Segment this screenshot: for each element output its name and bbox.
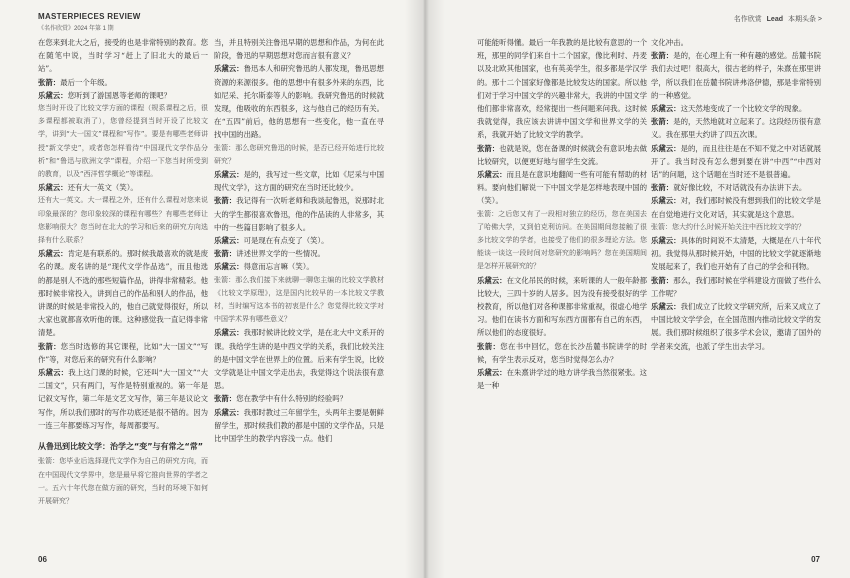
dialogue-text: 还有大一英文（笑）。 [67, 183, 138, 193]
speaker-name: 乐黛云： [214, 236, 244, 246]
interviewer-question: 张箭：之后您又有了一段相对独立的经历，您在美国去了哈佛大学，又到伯克利访问。在美国期间您接触了很多比较文学的学者，也接受了他们的很多理论方法。您能谈一谈这一段时间对您研究的影响吗？您在美国期间是怎样开展研究的？ [477, 209, 647, 271]
dialogue-text: 我们成立了比较文学研究所，后来又成立了中国比较文学学会，在全国范围内推动比较文学的发展。我们那时候组织了很多学术会议，邀请了国外的学者来交流，也派了学生出去学习。 [651, 302, 822, 351]
dialogue-text: 讲述世界文学的一些情况。 [236, 249, 325, 259]
speaker-name: 张箭： [477, 341, 501, 351]
dialogue-paragraph [214, 392, 384, 405]
speaker-name: 乐黛云： [214, 407, 244, 417]
dialogue-text: 对，我们那时候没有想到我们的比较文学是在自觉地进行文化对话，其实就是这个意思。 [651, 196, 822, 219]
dialogue-text: 也就是说，您在备课的时候就会有意识地去做比较研究，以便更好地与留学生交流。 [477, 143, 648, 166]
dialogue-paragraph [477, 168, 647, 208]
speaker-name: 乐黛云： [651, 104, 681, 114]
speaker-name: 乐黛云： [38, 249, 68, 259]
interviewer-question: 张箭：您大约什么时候开始关注中西比较文学的？ [651, 222, 805, 231]
dialogue-text: 而且是在意识地翻阅一些有可能有帮助的材料。要向他们解说一下中国文学是怎样地表现中国的（笑）。 [477, 170, 648, 206]
running-head-lead: Lead [766, 16, 783, 23]
dialogue-text: 是的，在心理上有一种有趣的感觉。岳麓书院我们去过吧！很高大，很古老的样子，朱熹在那里讲学，所以我们在岳麓书院讲弗洛伊德，那是非常特别的一种感觉。 [651, 51, 822, 100]
dialogue-text: 就好像比较，不对话就没有办法讲下去。 [673, 183, 807, 193]
dialogue-paragraph [38, 340, 208, 366]
speaker-name: 张箭： [38, 341, 61, 351]
dialogue-paragraph [38, 89, 208, 102]
left-column-2 [214, 36, 384, 445]
speaker-name: 乐黛云： [214, 64, 244, 74]
dialogue-text: 在文化吊民的时候，来听课的人一般年龄都比较大，三四十岁的人居多。因为没有接受很好的学校教育，所以他们对各种课都非常重视，很虚心地学习。他们在读书方面和写东西方面都有自己的东西，所以他们的态度很好。 [477, 275, 648, 338]
dialogue-text: 是的，我写过一些文章，比如《尼采与中国现代文学》，这方面的研究在当时还比较少。 [214, 170, 385, 193]
dialogue-paragraph [651, 194, 821, 220]
speaker-name: 乐黛云： [477, 275, 507, 285]
speaker-name: 乐黛云： [38, 368, 69, 378]
dialogue-text: 您当时选修的其它课程，比如“大一国文”“写作”等，对您后来的研究有什么影响？ [38, 341, 208, 364]
speaker-name: 张箭： [214, 394, 237, 404]
right-column-2 [651, 36, 821, 353]
speaker-name: 乐黛云： [214, 328, 244, 338]
magazine-issue: 《名作欣赏》2024 年第 1 期 [38, 26, 114, 32]
speaker-name: 张箭： [477, 143, 500, 153]
dialogue-text: 鲁迅本人和研究鲁迅的人都发现，鲁迅思想资源的来源很多。他的思想中有很多外来的东西，比如尼采、托尔斯泰等人的影响。我研究鲁迅的时候就发现，他吸收的东西很多，这与他自己的经历有关。在“五四”前后，他的思想有一些变化，他一直在寻找中国的出路。 [214, 64, 385, 140]
right-page [425, 0, 850, 578]
dialogue-paragraph [651, 181, 821, 194]
section-heading: 从鲁迅到比较文学：治学之“变”与有常之“常” [38, 442, 204, 452]
dialogue-paragraph [477, 340, 647, 366]
speaker-name: 张箭： [38, 77, 61, 87]
dialogue-text: 具体的时间说不太清楚，大概是在八十年代初。我觉得从那时候开始，中国的比较文学就逐渐地发展起来了，我们也开始有了自己的学会和刊物。 [651, 236, 822, 272]
dialogue-text: 您听到了游国恩等老师的课吧？ [67, 90, 172, 100]
dialogue-paragraph [477, 366, 647, 392]
interviewer-question: 张箭：那么我们接下来就聊一聊您主编的比较文学教材《比较文学原理》，这是国内比较早的一本比较文学教材，当时编写这本书的初衷是什么？您觉得比较文学对中国学术界有哪些意义？ [214, 275, 384, 324]
dialogue-text: 您在教学中有什么特别的经验吗？ [236, 394, 348, 404]
speaker-name: 乐黛云： [651, 196, 681, 206]
dialogue-paragraph [651, 142, 821, 182]
dialogue-paragraph [38, 366, 208, 432]
dialogue-text: 可是现在有点变了（笑）。 [243, 236, 329, 246]
dialogue-text: 我那时教过三年留学生，头两年主要是朝鲜留学生，那时候我们教的都是中国的文学作品，只是比中国学生的教学内容浅一点。他们 [214, 407, 385, 444]
dialogue-paragraph [651, 102, 821, 115]
dialogue-text: 这天然地变成了一个比较文学的现象。 [680, 104, 807, 114]
dialogue-paragraph [477, 142, 647, 168]
running-head [734, 14, 822, 24]
dialogue-text: 得意而忘言嘛（笑）。 [243, 262, 314, 272]
dialogue-paragraph [214, 194, 384, 234]
dialogue-paragraph [214, 326, 384, 392]
speaker-name: 张箭： [214, 249, 237, 259]
interviewer-question: 张箭：那么您研究鲁迅的时候，是否已经开始进行比较研究？ [214, 143, 384, 165]
interviewer-question: 还有大一英文。大一课程之外，还有什么课程对您来说印象最深的？您印象较深的课程有哪些？有哪些老师让您影响很大？您当时在北大的学习和后来的研究方向选择有什么联系？ [38, 196, 208, 245]
dialogue-paragraph [651, 49, 821, 102]
interviewer-question: 张箭：您毕业后选择现代文学作为自己的研究方向，而在中国现代文学界中，您是最早将它推向世界的学者之一。五六十年代您在做方面的研究，当时的环境下如何开展研究？ [38, 457, 208, 505]
left-column-1 [38, 36, 208, 508]
speaker-name: 乐黛云： [477, 368, 507, 378]
page-number-right: 07 [811, 555, 820, 564]
dialogue-paragraph [651, 274, 821, 300]
dialogue-text: 我上这门课的时候，它还叫“大一国文”“大二国文”，只有两门，写作是特别重视的。第一年是记叙文写作，第二年是文艺文写作，第三年是议论文写作，所以我们那时的写作功底还是很不错的。因为一连三年都要练习写作，每周都要写。 [38, 368, 208, 430]
dialogue-paragraph [38, 76, 208, 89]
running-head-column: 本期头条 [787, 16, 816, 23]
running-head-section: 名作欣赏 [733, 16, 762, 23]
dialogue-paragraph [651, 234, 821, 274]
dialogue-text: 我那时候讲比较文学，是在北大中文系开的课。我给学生讲的是中西文学的关系，我们比较关注的是中国文学在世界上的位置。后来有学生说，比较文学就是让中国文学走出去，我觉得这个说法很有意思。 [214, 328, 385, 391]
dialogue-text: 您在书中回忆，您在长沙岳麓书院讲学的时候，有学生表示反对，您当时觉得怎么办？ [477, 341, 647, 364]
dialogue-text: 肯定是有联系的。那时候我最喜欢的就是废名的课。废名讲的是“现代文学作品选”，而且他选的都是别人不选的那些短篇作品，讲得非常精彩。他那时候非常投入，讲到自己的作品和别人的作品，他讲课的时候是非常投入的，他自己就觉得很好，所以大家也就都喜欢听他的课。这种感觉我一直记得非常清楚。 [38, 249, 209, 338]
dialogue-text: 最后一个年级。 [60, 77, 112, 87]
dialogue-paragraph [214, 247, 384, 260]
speaker-name: 乐黛云： [477, 170, 507, 180]
body-paragraph: 在您来到北大之后，接受的也是非常特别的教育。您在随笔中说，当时学习“赶上了旧北大的最后一站”。 [38, 38, 208, 74]
dialogue-paragraph [214, 62, 384, 141]
speaker-name: 张箭： [651, 183, 674, 193]
dialogue-paragraph [38, 247, 208, 339]
dialogue-paragraph [651, 115, 821, 141]
speaker-name: 张箭： [214, 196, 237, 206]
dialogue-paragraph [214, 406, 384, 446]
body-paragraph: 可能能听得懂。最后一年我教的是比较有意思的一个班，那里的同学们来自十二个国家，像比利时、丹麦以及北欧其他国家，也有英美学生，很多都是学汉学的。那十二个国家好像都是比较发达的国家。所以他们对于学习中国文学的兴趣非常大，我讲的中国文学他们都非常喜欢，经常提出一些问题来问我。这时候我就觉得，我应该去讲讲中国文学和世界文学的关系，我就开始了比较文学的教学。 [477, 38, 647, 140]
speaker-name: 乐黛云： [38, 90, 68, 100]
dialogue-text: 是的，而且往往是在不知不觉之中对话就展开了。我当时没有怎么想到要在讲“中西”“中西对话”的问题，这个话题在当时还不是很普遍。 [651, 143, 822, 180]
magazine-title: MASTERPIECES REVIEW [38, 12, 141, 21]
interviewer-question: 您当时开设了比较文学方面的课程（规系课程之后，很多课程都被取消了），您曾经提到当时开设了比较文学，讲到“大一国文”课程和“写作”。要是有哪些老师讲授“新文学史”，或者您怎样看待“中国现代文学作品分析”和“鲁迅与欧洲文学”课程，介绍一下您当时所受到的教育，以及“西洋哲学概论”等课程。 [38, 104, 208, 179]
speaker-name: 张箭： [651, 117, 674, 127]
page-number-left: 06 [38, 555, 47, 564]
chevron-right-icon: > [817, 16, 822, 23]
speaker-name: 张箭： [651, 275, 674, 285]
dialogue-paragraph [214, 260, 384, 273]
speaker-name: 乐黛云： [651, 143, 681, 153]
speaker-name: 乐黛云： [651, 236, 681, 246]
speaker-name: 乐黛云： [38, 183, 68, 193]
dialogue-text: 那么，我们那时候在学科建设方面做了些什么工作呢？ [651, 275, 822, 298]
dialogue-paragraph [38, 181, 208, 194]
body-paragraph: 当，并且特别关注鲁迅早期的思想和作品，为何在此阶段，鲁迅的早期思想对您而言很有意义？ [214, 38, 384, 61]
speaker-name: 乐黛云： [214, 170, 244, 180]
dialogue-text: 我记得有一次听老师和我谈起鲁迅，说那时北大的学生都很喜欢鲁迅，他的作品读的人非常多，其中的一些篇目影响了很多人。 [214, 196, 385, 232]
speaker-name: 张箭： [651, 51, 674, 61]
dialogue-text: 在朱熹讲学过的地方讲学我当然很紧张。这是一种 [477, 368, 648, 391]
right-column-1 [477, 36, 647, 392]
body-paragraph: 文化冲击。 [651, 38, 688, 47]
dialogue-paragraph [651, 300, 821, 353]
speaker-name: 乐黛云： [214, 262, 244, 272]
dialogue-paragraph [214, 234, 384, 247]
dialogue-paragraph [214, 168, 384, 194]
dialogue-text: 是的，天然地就对立起来了。这段经历很有意义。我在那里大约讲了四五次课。 [651, 117, 822, 140]
speaker-name: 乐黛云： [651, 302, 681, 312]
dialogue-paragraph [477, 274, 647, 340]
